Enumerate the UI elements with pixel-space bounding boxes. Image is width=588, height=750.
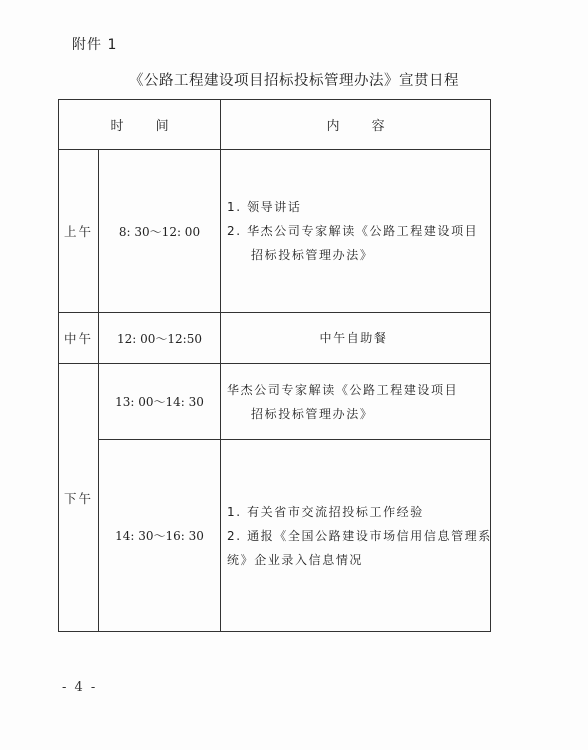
list-item: 招标投标管理办法》 xyxy=(251,248,374,262)
table-row-morning xyxy=(59,150,491,313)
table-row-afternoon-1 xyxy=(59,364,491,440)
list-item: 招标投标管理办法》 xyxy=(251,406,374,421)
table-header-row xyxy=(59,100,491,150)
page-number: - 4 - xyxy=(62,680,98,695)
content-afternoon-1 xyxy=(221,364,491,440)
time-afternoon-2: 14: 30～16: 30 xyxy=(99,440,221,632)
table-row-afternoon-2 xyxy=(59,440,491,632)
period-noon: 中午 xyxy=(59,313,99,364)
list-item: 2. 通报《全国公路建设市场信用信息管理系 xyxy=(227,528,492,543)
table-row-noon xyxy=(59,313,491,364)
list-item: 华杰公司专家解读《公路工程建设项目 xyxy=(227,382,459,397)
attachment-label: 附件 1 xyxy=(72,37,118,53)
header-content: 内 容 xyxy=(221,100,491,150)
list-item: 1. 领导讲话 xyxy=(227,200,302,214)
header-time: 时 间 xyxy=(59,100,221,150)
time-morning: 8: 30～12: 00 xyxy=(99,150,221,313)
period-afternoon: 下午 xyxy=(59,364,99,632)
content-morning xyxy=(221,150,491,313)
schedule-table xyxy=(58,99,491,632)
list-item: 2. 华杰公司专家解读《公路工程建设项目 xyxy=(227,224,479,238)
content-noon: 中午自助餐 xyxy=(221,313,491,364)
document-title: 《公路工程建设项目招标投标管理办法》宣贯日程 xyxy=(129,73,459,89)
list-item: 1. 有关省市交流招投标工作经验 xyxy=(227,504,424,519)
time-afternoon-1: 13: 00～14: 30 xyxy=(99,364,221,440)
list-item: 统》企业录入信息情况 xyxy=(227,552,364,567)
content-afternoon-2 xyxy=(221,440,491,632)
period-morning: 上午 xyxy=(59,150,99,313)
time-noon: 12: 00～12:50 xyxy=(99,313,221,364)
